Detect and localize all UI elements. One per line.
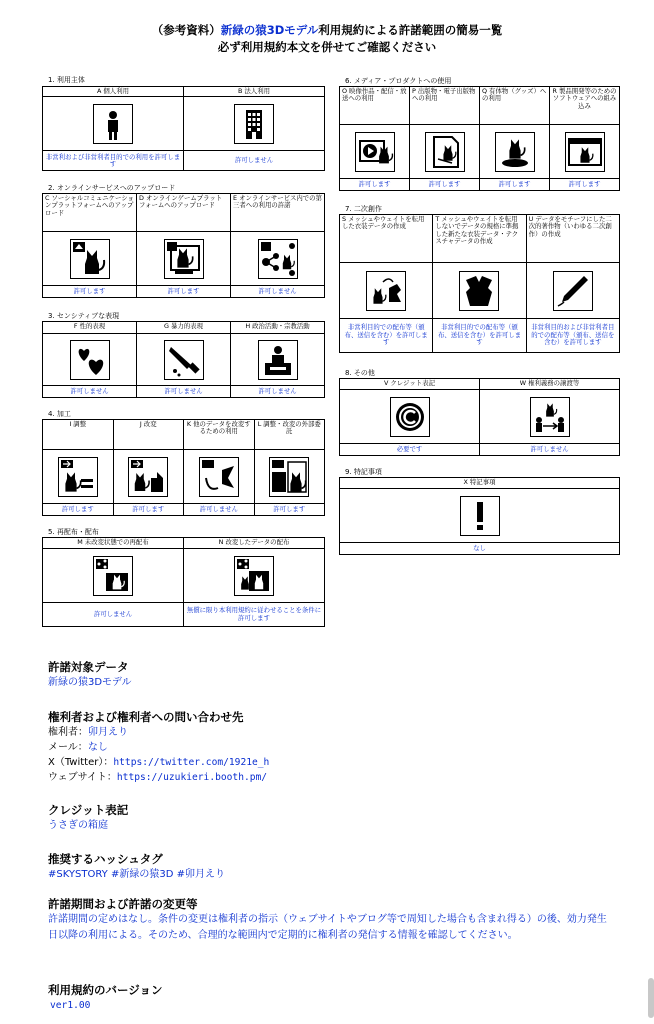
- heading-target-data: 許諾対象データ: [48, 660, 129, 674]
- section-derivative: [339, 214, 620, 353]
- heading-credit: クレジット表記: [48, 803, 129, 817]
- section-title-other: 8. その他: [345, 369, 375, 377]
- section-title-media: 6. メディア・プロダクトへの使用: [345, 77, 452, 85]
- cell-status: 必要です: [340, 444, 480, 456]
- cell-label: H 政治活動・宗教活動: [231, 322, 325, 334]
- period-value: 許諾期間の定めはなし。条件の変更は権利者の指示（ウェブサイトやブログ等で周知した場合も含まれ得る）の後、効力発生日以降の利用による。そのため、合理的な範囲内で定期的に権利者の発信する情報を確認してください。: [48, 914, 607, 941]
- section-title-sensitive: 3. センシティブな表現: [48, 312, 120, 320]
- transfer-rights-icon: [530, 397, 570, 437]
- section-notes: [339, 477, 620, 555]
- section-distribution: [42, 537, 325, 627]
- cell-status: 許可します: [137, 286, 231, 298]
- cell-label: L 調整・改変の外部委託: [254, 420, 325, 450]
- cell-label: T メッシュやウェイトを転用しないでデータの規格に準拠した新たな衣装データ・テクスチャデータの作成: [433, 215, 526, 263]
- cell-label: M 未改変状態での再配布: [43, 538, 184, 549]
- heading-version: 利用規約のバージョン: [48, 983, 163, 997]
- cell-label: X 特記事項: [340, 478, 620, 489]
- cell-status: 許可します: [410, 179, 480, 191]
- heading-period: 許諾期間および許諾の変更等: [48, 897, 198, 911]
- cell-status: 許可します: [254, 504, 325, 516]
- share-network-icon: [258, 239, 298, 279]
- building-icon: [234, 104, 274, 144]
- cell-label: B 法人利用: [184, 87, 325, 97]
- cell-label: S メッシュやウェイトを転用した衣装データの作成: [340, 215, 433, 263]
- cell-label: J 改変: [113, 420, 184, 450]
- cell-label: W 権利義務の譲渡等: [480, 379, 620, 390]
- heading-rights-holder: 権利者および権利者への問い合わせ先: [48, 710, 244, 724]
- book-cat-icon: [425, 132, 465, 172]
- redistribute-icon: [93, 556, 133, 596]
- cell-status: 許可しません: [43, 386, 137, 398]
- section-online-upload: [42, 193, 325, 298]
- cell-status: 許可します: [550, 179, 620, 191]
- document-header: [0, 22, 654, 56]
- info-credit: [48, 803, 128, 833]
- section-title-notes: 9. 特記事項: [345, 468, 382, 476]
- cell-label: R 製品開発等のためのソフトウェアへの組み込み: [550, 87, 620, 125]
- scrollbar[interactable]: [648, 978, 654, 1018]
- podium-speaker-icon: [258, 340, 298, 380]
- info-version: [48, 983, 163, 1013]
- cell-label: E オンラインサービス内での第三者への利用の許諾: [231, 194, 325, 232]
- pen-nib-icon: [553, 271, 593, 311]
- section-title-online-upload: 2. オンラインサービスへのアップロード: [48, 184, 176, 192]
- section-sensitive: [42, 321, 325, 398]
- header-line1: [0, 22, 654, 39]
- cell-status: 許可しません: [184, 151, 325, 171]
- mail-value: なし: [87, 742, 108, 753]
- cell-status: 非営利目的での配布等（頒布、送信を含む）を許可します: [433, 319, 526, 353]
- video-cat-icon: [355, 132, 395, 172]
- section-media: [339, 86, 620, 191]
- cell-status: 許可しません: [480, 444, 620, 456]
- section-title-distribution: 5. 再配布・配布: [48, 528, 99, 536]
- section-usage-subject: [42, 86, 325, 171]
- cell-status: 許可しません: [231, 286, 325, 298]
- cell-status: 許可します: [340, 179, 410, 191]
- cell-label: C ソーシャルコミュニケーションプラットフォームへのアップロード: [43, 194, 137, 232]
- cell-label: N 改変したデータの配布: [184, 538, 325, 549]
- exclamation-icon: [460, 496, 500, 536]
- monitor-cat-icon: [164, 239, 204, 279]
- header-prefix: （参考資料）: [151, 23, 221, 37]
- upload-cat-icon: [70, 239, 110, 279]
- cell-status: 許可しません: [231, 386, 325, 398]
- cell-status: 許可します: [43, 286, 137, 298]
- cell-label: V クレジット表記: [340, 379, 480, 390]
- holder-label: 権利者：: [48, 727, 88, 738]
- heading-hashtags: 推奨するハッシュタグ: [48, 852, 163, 866]
- cell-status: 許可します: [113, 504, 184, 516]
- cell-label: U データをモチーフにした二次的著作物（いわゆる二次創作）の作成: [526, 215, 619, 263]
- website-link[interactable]: https://uzukieri.booth.pm/: [116, 772, 268, 783]
- cell-label: D オンラインゲームプラットフォームへのアップロード: [137, 194, 231, 232]
- hashtags-value: #SKYSTORY #新緑の猿3D #卯月えり: [48, 869, 225, 880]
- info-hashtags: [48, 852, 225, 882]
- cell-label: I 調整: [43, 420, 114, 450]
- figure-cat-icon: [495, 132, 535, 172]
- outsource-icon: [269, 457, 309, 497]
- credit-value: うさぎの箱庭: [48, 820, 108, 831]
- x-link[interactable]: https://twitter.com/1921e_h: [113, 757, 270, 768]
- section-processing: [42, 419, 325, 516]
- cell-status: 非営利目的での配布等（頒布、送信を含む）を許可します: [340, 319, 433, 353]
- person-icon: [93, 104, 133, 144]
- modify-icon: [128, 457, 168, 497]
- section-title-processing: 4. 加工: [48, 410, 71, 418]
- cell-status: 非営利および非営利者目的での利用を許可します: [43, 151, 184, 171]
- cell-label: P 出版物・電子出版物への利用: [410, 87, 480, 125]
- software-cat-icon: [565, 132, 605, 172]
- cell-status: なし: [340, 543, 620, 555]
- section-other: [339, 378, 620, 456]
- knife-icon: [164, 340, 204, 380]
- extract-icon: [199, 457, 239, 497]
- adjust-icon: [58, 457, 98, 497]
- x-label: X（Twitter）：: [48, 757, 114, 768]
- copyright-icon: [390, 397, 430, 437]
- cell-label: F 性的表現: [43, 322, 137, 334]
- cell-label: K 他のデータを改変するための利用: [184, 420, 255, 450]
- version-value: ver1.00: [50, 1000, 91, 1011]
- info-target-data: [48, 660, 132, 690]
- costume-convert-icon: [366, 271, 406, 311]
- header-line2: 必ず利用規約本文を併せてご確認ください: [217, 40, 437, 54]
- hearts-icon: [70, 340, 110, 380]
- website-label: ウェブサイト：: [48, 772, 117, 783]
- distribute-modified-icon: [234, 556, 274, 596]
- cell-status: 許可しません: [137, 386, 231, 398]
- cell-status: 無償に限り本利用規約に従わせることを条件に許可します: [184, 603, 325, 627]
- mail-label: メール：: [48, 742, 88, 753]
- cell-status: 許可しません: [43, 603, 184, 627]
- new-costume-icon: [459, 271, 499, 311]
- cell-status: 許可します: [480, 179, 550, 191]
- cell-status: 許可しません: [184, 504, 255, 516]
- holder-value: 卯月えり: [88, 727, 128, 738]
- cell-status: 非営利目的および非営利者目的での配布等（頒布、送信を含む）を許可します: [526, 319, 619, 353]
- section-title-derivative: 7. 二次創作: [345, 205, 382, 213]
- section-title-usage-subject: 1. 利用主体: [48, 76, 85, 84]
- cell-label: O 映像作品・配信・放送への利用: [340, 87, 410, 125]
- header-suffix: 利用規約による許諾範囲の簡易一覧: [318, 23, 503, 37]
- cell-label: A 個人利用: [43, 87, 184, 97]
- cell-label: Q 有体物（グッズ）への利用: [480, 87, 550, 125]
- header-model-name: 新緑の猿3Dモデル: [220, 23, 319, 37]
- target-data-value: 新緑の猿3Dモデル: [48, 677, 132, 688]
- cell-status: 許可します: [43, 504, 114, 516]
- cell-label: G 暴力的表現: [137, 322, 231, 334]
- info-rights-holder: [48, 710, 269, 785]
- info-period: [48, 897, 608, 944]
